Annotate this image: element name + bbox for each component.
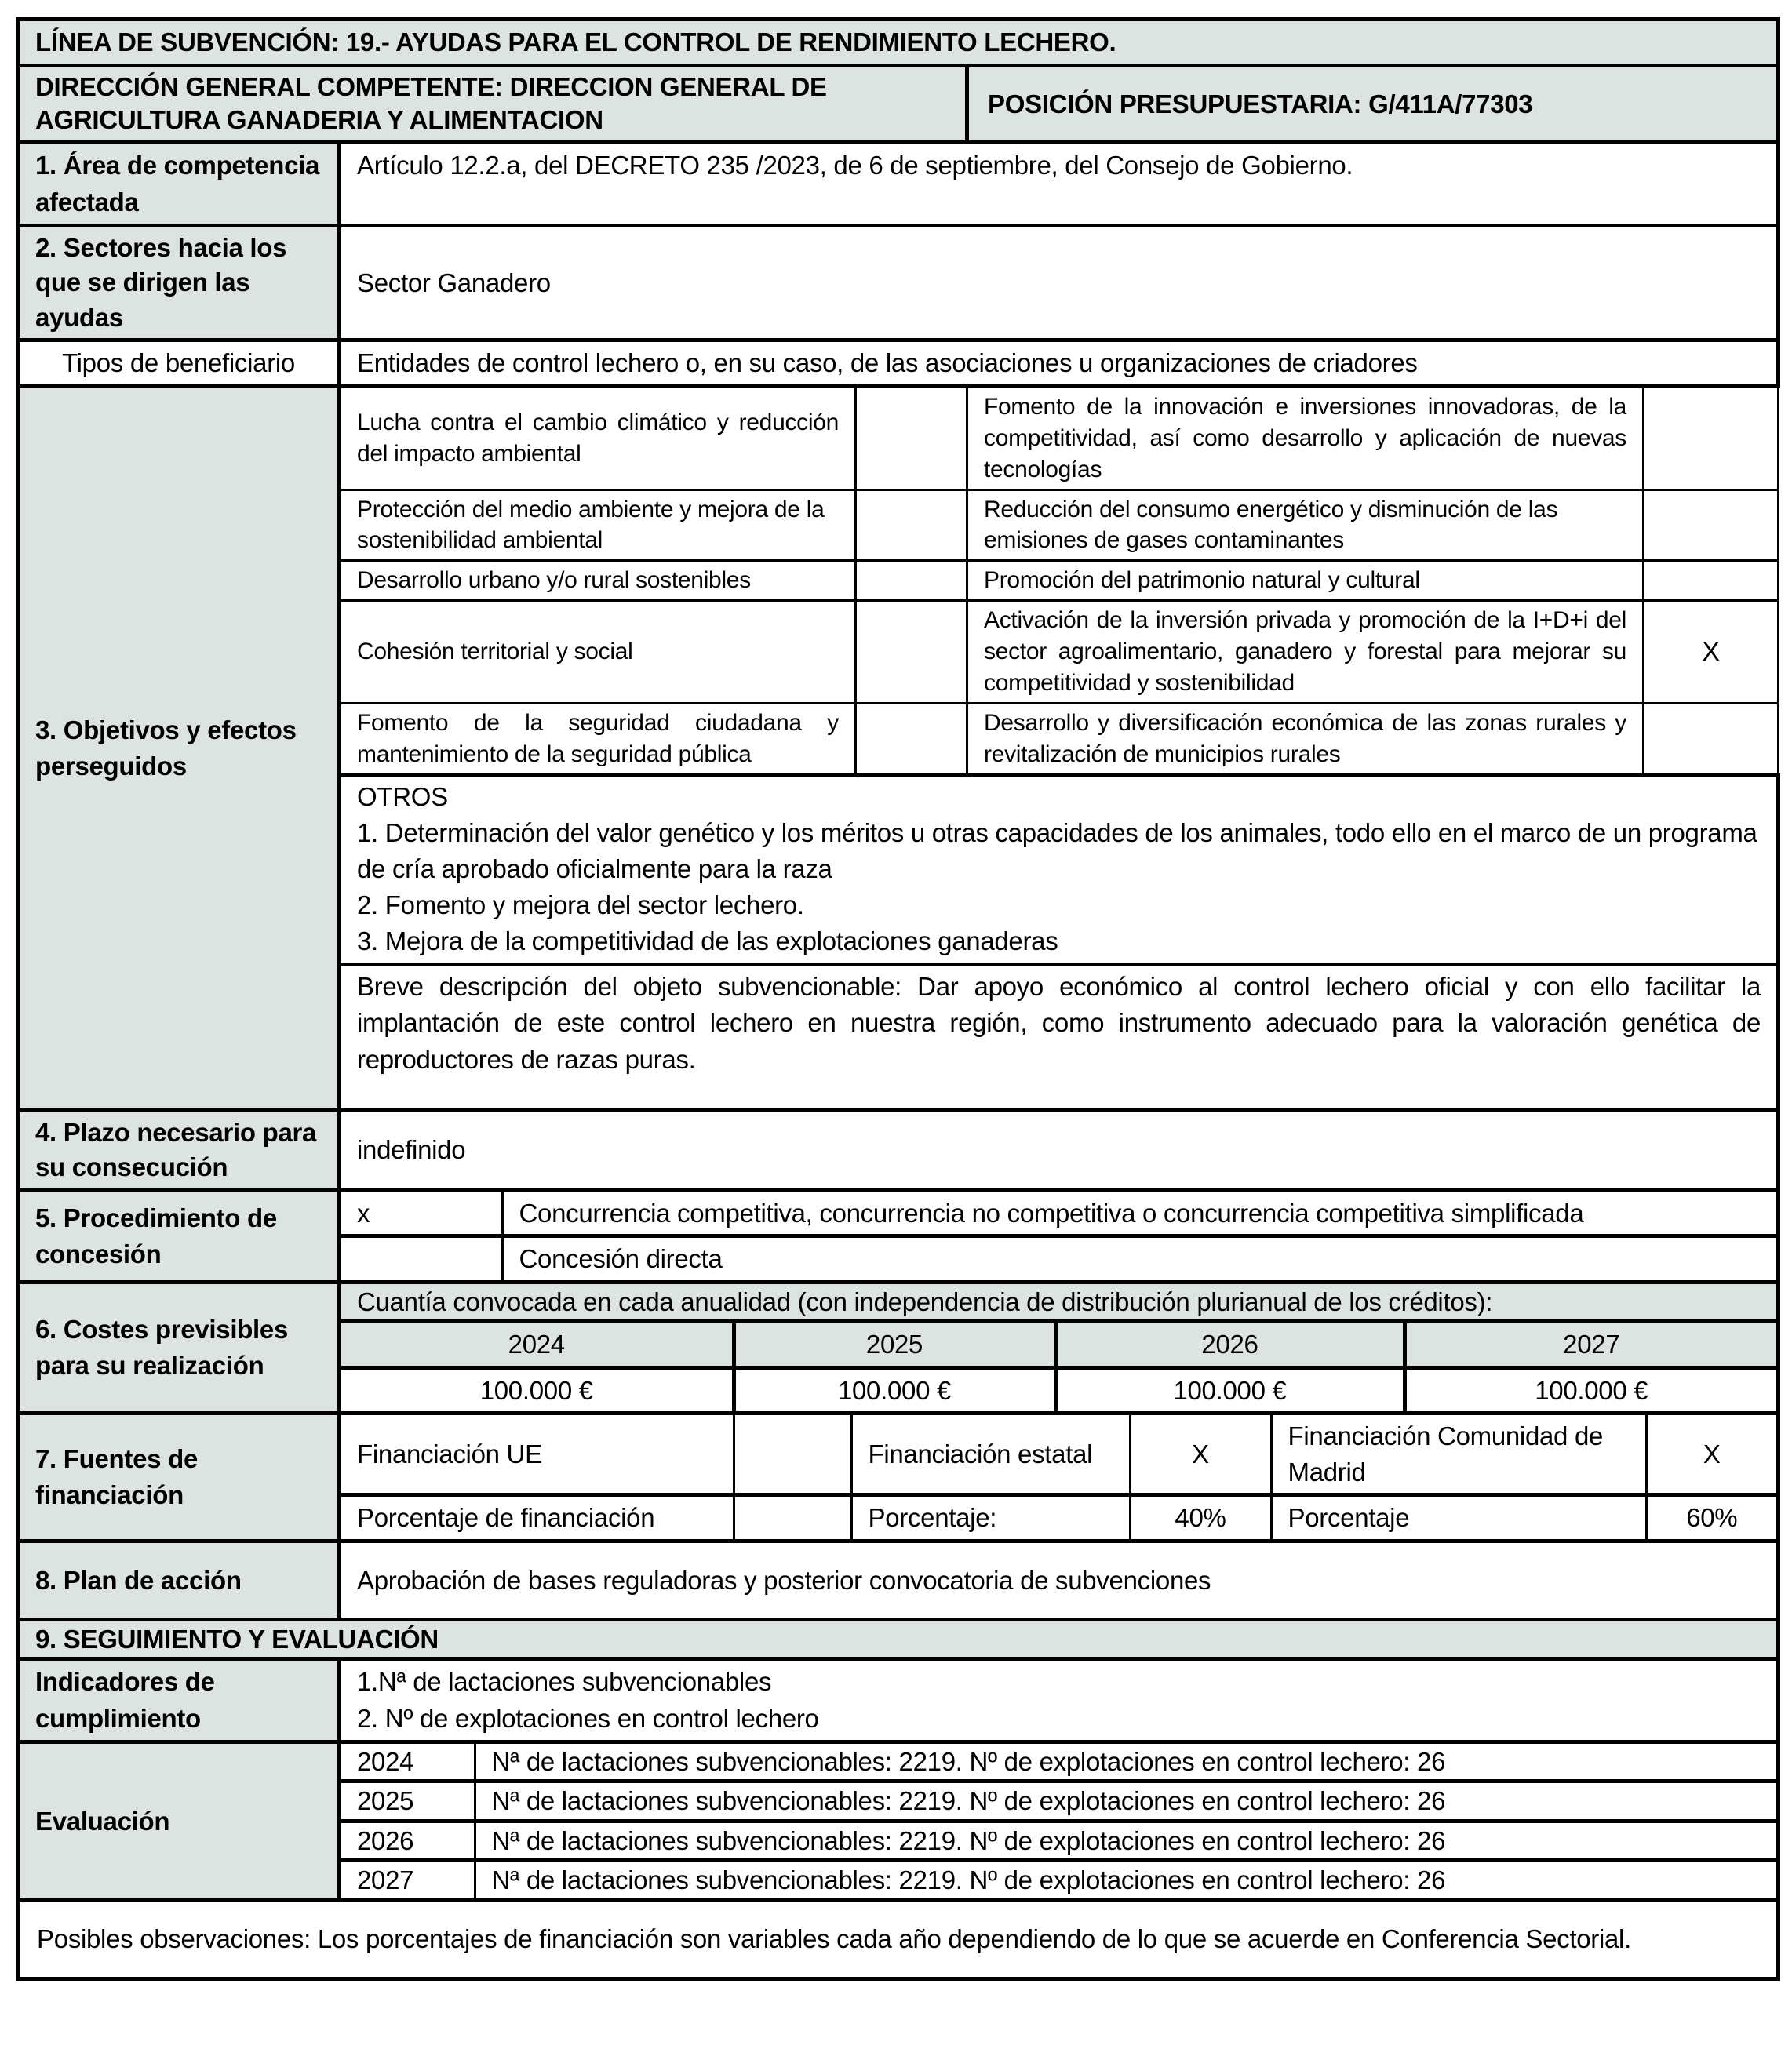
objetivo-item: Promoción del patrimonio natural y cultural: [967, 561, 1644, 601]
objetivo-checkbox[interactable]: [856, 386, 967, 490]
objetivo-checkbox[interactable]: [1644, 386, 1779, 490]
financiacion-cm-mark[interactable]: X: [1646, 1415, 1776, 1495]
financiacion-estatal-mark[interactable]: X: [1130, 1415, 1271, 1495]
porcentaje-financiacion-label: Porcentaje de financiación: [341, 1495, 734, 1539]
indicadores-label: Indicadores de cumplimiento: [18, 1659, 340, 1741]
indicador-item: 2. Nº de explotaciones en control lechero: [357, 1703, 819, 1733]
fuentes-label: 7. Fuentes de financiación: [18, 1414, 340, 1541]
costes-amount: 100.000 €: [1404, 1367, 1776, 1411]
evaluacion-year: 2024: [341, 1744, 475, 1782]
costes-year: 2024: [341, 1322, 734, 1368]
subsidy-table: [16, 17, 1780, 1981]
procedimiento-mark[interactable]: x: [341, 1192, 502, 1236]
evaluacion-text: Nª de lactaciones subvencionables: 2219. Nº de explotaciones en control lechero: 26: [475, 1861, 1776, 1898]
objetivo-checkbox[interactable]: [856, 703, 967, 775]
objetivo-item: Lucha contra el cambio climático y reducción del impacto ambiental: [340, 386, 856, 490]
porcentaje-ue-value[interactable]: [734, 1495, 851, 1539]
evaluacion-label: Evaluación: [18, 1741, 340, 1900]
objetivo-item: Reducción del consumo energético y disminución de las emisiones de gases contaminantes: [967, 490, 1644, 561]
objetivo-item: Desarrollo y diversificación económica de las zonas rurales y revitalización de municipios rurales: [967, 703, 1644, 775]
objetivos-label: 3. Objetivos y efectos perseguidos: [18, 386, 340, 1110]
objetivo-item: Cohesión territorial y social: [340, 601, 856, 704]
objetivo-checkbox-checked[interactable]: X: [1644, 601, 1779, 704]
indicadores-list: [340, 1659, 1779, 1741]
costes-amount: 100.000 €: [734, 1367, 1055, 1411]
otros-section: [340, 775, 1779, 964]
costes-intro: Cuantía convocada en cada anualidad (con independencia de distribución plurianual de los créditos):: [341, 1284, 1776, 1322]
costes-label: 6. Costes previsibles para su realización: [18, 1282, 340, 1414]
line-title: LÍNEA DE SUBVENCIÓN: 19.- AYUDAS PARA EL CONTROL DE RENDIMIENTO LECHERO.: [18, 20, 1779, 66]
fuentes-table: [340, 1414, 1779, 1541]
plan-value: Aprobación de bases reguladoras y posterior convocatoria de subvenciones: [340, 1541, 1779, 1619]
otros-item: 3. Mejora de la competitividad de las explotaciones ganaderas: [357, 926, 1058, 956]
beneficiarios-label: Tipos de beneficiario: [18, 340, 340, 387]
evaluacion-text: Nª de lactaciones subvencionables: 2219. Nº de explotaciones en control lechero: 26: [475, 1744, 1776, 1782]
beneficiarios-value: Entidades de control lechero o, en su caso, de las asociaciones u organizaciones de criadores: [340, 340, 1779, 387]
sectores-label: 2. Sectores hacia los que se dirigen las ayudas: [18, 225, 340, 340]
indicador-item: 1.Nª de lactaciones subvencionables: [357, 1667, 772, 1697]
evaluacion-year: 2025: [341, 1782, 475, 1822]
financiacion-estatal-label: Financiación estatal: [851, 1415, 1130, 1495]
financiacion-ue-label: Financiación UE: [341, 1415, 734, 1495]
objetivo-checkbox[interactable]: [1644, 703, 1779, 775]
plan-label: 8. Plan de acción: [18, 1541, 340, 1619]
costes-year: 2025: [734, 1322, 1055, 1368]
procedimiento-mark[interactable]: [341, 1236, 502, 1280]
procedimiento-option: Concesión directa: [502, 1236, 1776, 1280]
costes-amount: 100.000 €: [341, 1367, 734, 1411]
area-label: 1. Área de competencia afectada: [18, 143, 340, 225]
evaluacion-year: 2027: [341, 1861, 475, 1898]
plazo-label: 4. Plazo necesario para su consecución: [18, 1110, 340, 1190]
costes-amount: 100.000 €: [1055, 1367, 1404, 1411]
evaluacion-year: 2026: [341, 1821, 475, 1861]
financiacion-cm-label: Financiación Comunidad de Madrid: [1271, 1415, 1646, 1495]
evaluacion-table: [340, 1741, 1779, 1900]
objetivo-item: Activación de la inversión privada y promoción de la I+D+i del sector agroalimentario, ganadero y forestal para mejorar su competitividad y sostenibilidad: [967, 601, 1644, 704]
objetivo-checkbox[interactable]: [856, 561, 967, 601]
objetivo-item: Fomento de la seguridad ciudadana y mantenimiento de la seguridad pública: [340, 703, 856, 775]
objetivo-item: Protección del medio ambiente y mejora de la sostenibilidad ambiental: [340, 490, 856, 561]
objetivo-item: Desarrollo urbano y/o rural sostenibles: [340, 561, 856, 601]
subsidy-sheet: [16, 17, 1776, 1981]
evaluacion-text: Nª de lactaciones subvencionables: 2219. Nº de explotaciones en control lechero: 26: [475, 1821, 1776, 1861]
sectores-value: Sector Ganadero: [340, 225, 1779, 340]
porcentaje-estatal-value[interactable]: 40%: [1130, 1495, 1271, 1539]
evaluacion-text: Nª de lactaciones subvencionables: 2219. Nº de explotaciones en control lechero: 26: [475, 1782, 1776, 1822]
observaciones: Posibles observaciones: Los porcentajes de financiación son variables cada año dependiendo de lo que se acuerde en Conferencia Sectorial.: [18, 1900, 1779, 1978]
objetivo-checkbox[interactable]: [856, 490, 967, 561]
objetivo-checkbox[interactable]: [1644, 561, 1779, 601]
seguimiento-title: 9. SEGUIMIENTO Y EVALUACIÓN: [18, 1619, 1779, 1659]
porcentaje-cm-value[interactable]: 60%: [1646, 1495, 1776, 1539]
objetivo-checkbox[interactable]: [856, 601, 967, 704]
otros-item: 1. Determinación del valor genético y los méritos u otras capacidades de los animales, todo ello en el marco de un programa de cría aprobado oficialmente para la raza: [357, 817, 1757, 884]
financiacion-ue-mark[interactable]: [734, 1415, 851, 1495]
objetivo-checkbox[interactable]: [1644, 490, 1779, 561]
posicion-presupuestaria: POSICIÓN PRESUPUESTARIA: G/411A/77303: [967, 65, 1779, 143]
otros-item: 2. Fomento y mejora del sector lechero.: [357, 890, 804, 920]
procedimiento-option: Concurrencia competitiva, concurrencia no competitiva o concurrencia competitiva simplificada: [502, 1192, 1776, 1236]
direccion-general: DIRECCIÓN GENERAL COMPETENTE: DIRECCION GENERAL DE AGRICULTURA GANADERIA Y ALIMENTACION: [18, 65, 967, 143]
porcentaje-cm-label: Porcentaje: [1271, 1495, 1646, 1539]
area-value: Artículo 12.2.a, del DECRETO 235 /2023, de 6 de septiembre, del Consejo de Gobierno.: [340, 143, 1779, 225]
otros-title: OTROS: [357, 781, 448, 811]
objetivo-item: Fomento de la innovación e inversiones innovadoras, de la competitividad, así como desarrollo y aplicación de nuevas tecnologías: [967, 386, 1644, 490]
procedimiento-label: 5. Procedimiento de concesión: [18, 1190, 340, 1282]
procedimiento-options: [340, 1190, 1779, 1282]
costes-year: 2027: [1404, 1322, 1776, 1368]
costes-table: [340, 1282, 1779, 1414]
porcentaje-estatal-label: Porcentaje:: [851, 1495, 1130, 1539]
costes-year: 2026: [1055, 1322, 1404, 1368]
plazo-value: indefinido: [340, 1110, 1779, 1190]
breve-descripcion: Breve descripción del objeto subvencionable: Dar apoyo económico al control lechero oficial y con ello facilitar la implantación de este control lechero en nuestra región, como instrumento adecuado para la valoración genética de reproductores de razas puras.: [340, 964, 1779, 1110]
